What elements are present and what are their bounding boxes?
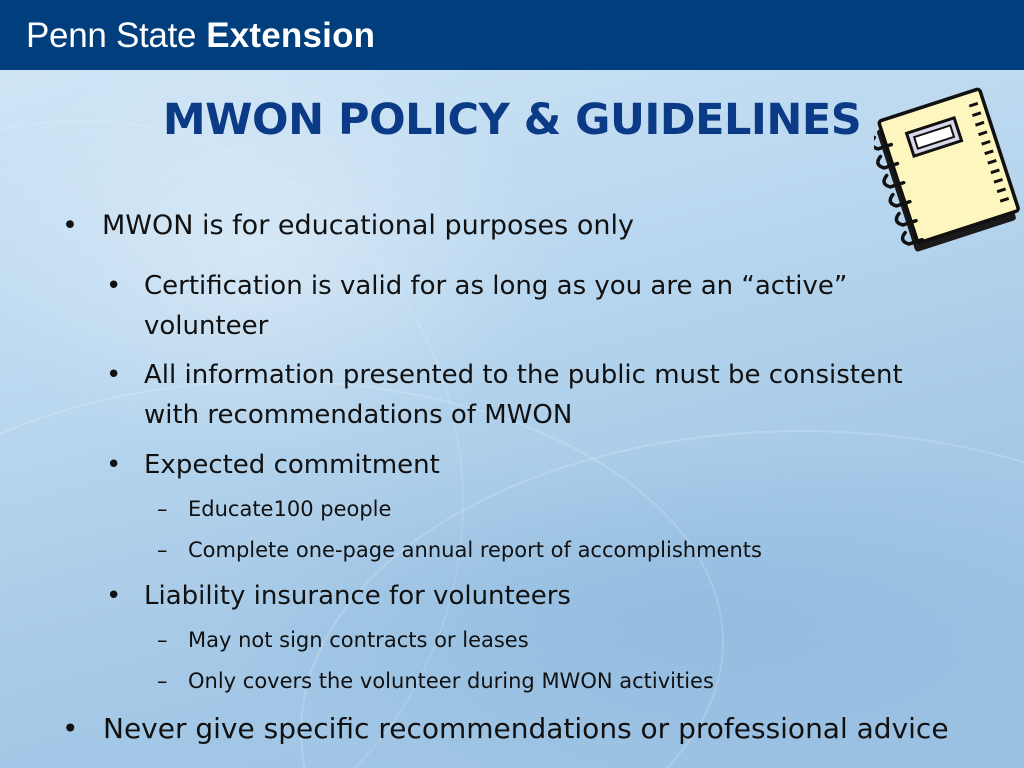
bullet-text-continuation: with recommendations of MWON [144,400,573,430]
bullet-text: May not sign contracts or leases [188,628,529,652]
bullet-text: MWON is for educational purposes only [102,210,634,241]
bullet-text: Certification is valid for as long as you are an “active” [144,271,848,301]
slide-title: MWON POLICY & GUIDELINES [162,95,862,145]
dash-marker: – [157,538,168,562]
bullet-text: Only covers the volunteer during MWON activities [188,669,714,693]
bullet-text: Expected commitment [144,450,440,480]
bullet-dot: • [106,450,122,480]
bullet-dot: • [62,210,78,241]
bullet-text: Educate100 people [188,497,392,521]
bullet-text: Never give specific recommendations or professional advice [103,712,949,745]
bullet-dot: • [106,271,122,301]
brand-suffix: Extension [206,16,376,55]
brand-prefix: Penn State [26,16,197,55]
bullet-text-continuation: volunteer [144,311,269,341]
bullet-dot: • [106,360,122,390]
bullet-text: All information presented to the public must be consistent [144,360,903,390]
bullet-dot: • [62,712,79,745]
bullet-text: Liability insurance for volunteers [144,581,571,611]
bullet-dot: • [106,581,122,611]
dash-marker: – [157,669,168,693]
dash-marker: – [157,497,168,521]
bullet-text: Complete one-page annual report of accomplishments [188,538,762,562]
dash-marker: – [157,628,168,652]
